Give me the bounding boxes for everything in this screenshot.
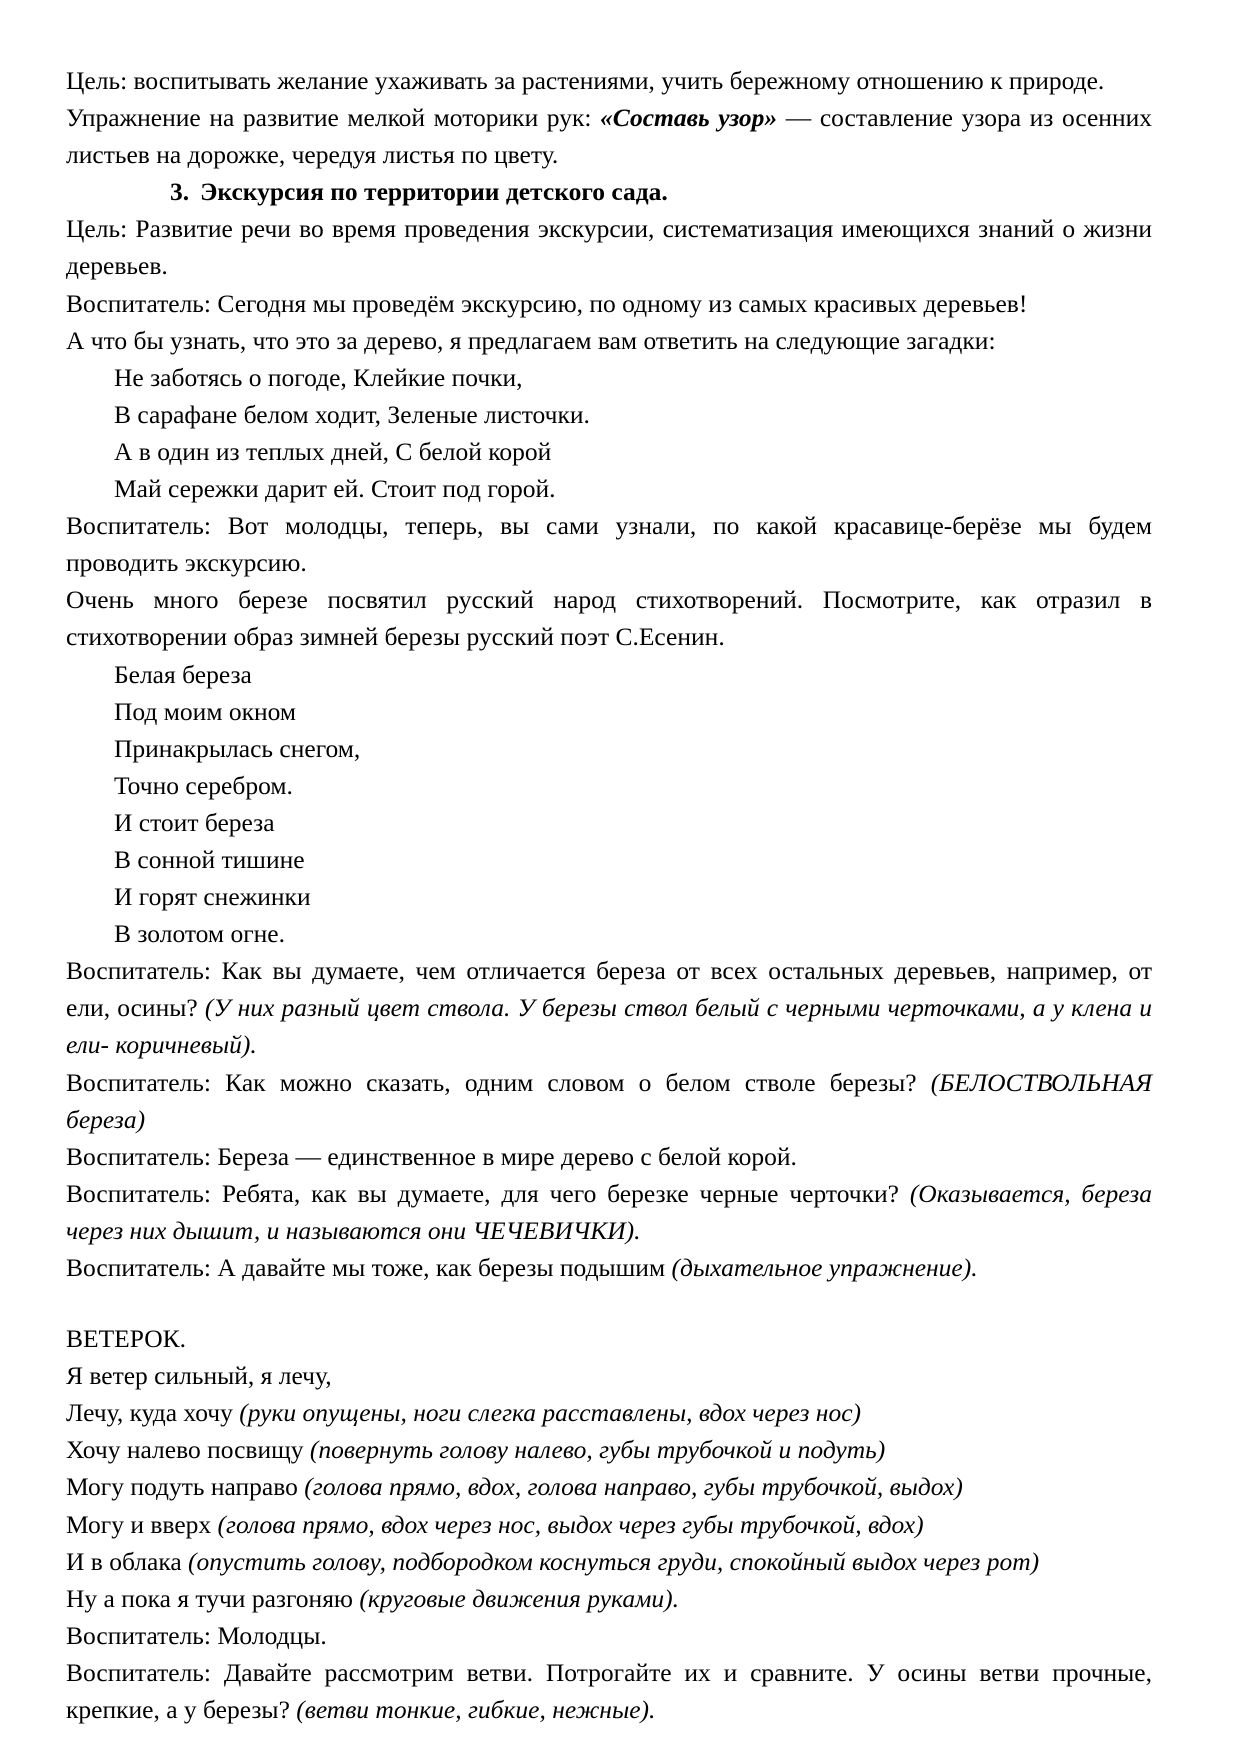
- wind-line-text: Ну а пока я тучи разгоняю: [66, 1583, 360, 1613]
- wind-line: [66, 1394, 1152, 1431]
- paragraph-fine-motor: [66, 99, 1152, 173]
- teacher-breathe-note: (дыхательное упражнение).: [671, 1253, 978, 1282]
- wind-line-text: Лечу, куда хочу: [66, 1398, 240, 1428]
- paragraph-goal-speech: Цель: Развитие речи во время проведения экскурсии, систематизация имеющихся знаний о жизни деревьев.: [66, 214, 1152, 281]
- wind-line: [66, 1543, 1152, 1580]
- fine-motor-lead: Упражнение на развитие мелкой моторики рук:: [66, 103, 601, 133]
- paragraph-goal-plants: [66, 62, 1152, 99]
- teacher-oneword-answer: (БЕЛОСТВОЛЬНАЯ береза): [66, 1067, 1152, 1134]
- paragraph-teacher-oneword: [66, 1064, 1152, 1138]
- paragraph-teacher-wellfone-2: Воспитатель: Молодцы.: [66, 1620, 327, 1650]
- paragraph-riddle-intro: А что бы узнать, что это за дерево, я предлагаем вам ответить на следующие загадки:: [66, 325, 996, 355]
- section-title: Экскурсия по территории детского сада.: [200, 177, 668, 207]
- goal-plants-text-cont: природе.: [1008, 66, 1105, 95]
- paragraph-teacher-difference: [66, 952, 1152, 1063]
- esenin-line: В сонной тишине: [114, 844, 305, 874]
- wind-line-text: Могу подуть направо: [66, 1472, 305, 1502]
- wind-line-text: Я ветер сильный, я лечу,: [66, 1361, 332, 1391]
- paragraph-poems-intro: Очень много березе посвятил русский народ стихотворений. Посмотрите, как отразил в стихотворении образ зимней березы русский поэт С.Есенин.: [66, 585, 1152, 652]
- paragraph-teacher-breathe: [66, 1249, 1152, 1286]
- section-heading-excursion: [66, 173, 1152, 210]
- teacher-oneword-lead: Воспитатель: Как можно сказать, одним словом о белом стволе березы?: [66, 1067, 931, 1097]
- document-body: [66, 62, 1152, 1728]
- wind-line-text: Могу и вверх: [66, 1509, 218, 1539]
- wind-line: [66, 1468, 1152, 1505]
- teacher-breathe-lead: Воспитатель: А давайте мы тоже, как березы подышим: [66, 1253, 672, 1282]
- wind-line-note: (повернуть голову налево, губы трубочкой и подуть): [309, 1435, 886, 1465]
- wind-line-text: Хочу налево посвищу: [66, 1435, 310, 1465]
- wind-line-text: И в облака: [66, 1546, 189, 1576]
- section-number: 3.: [170, 177, 190, 207]
- fine-motor-tail: — составление узора из осенних листьев на дорожке, чередуя листья по цвету.: [66, 103, 1152, 170]
- goal-plants-text: Цель: воспитывать желание ухаживать за растениями, учить бережному отношению к: [66, 66, 1003, 95]
- wind-line-note: (опустить голову, подбородком коснуться груди, спокойный выдох через рот): [188, 1546, 1040, 1576]
- wind-line-note: (голова прямо, вдох, голова направо, губы трубочкой, выдох): [304, 1472, 963, 1502]
- esenin-line: Под моим окном: [114, 696, 297, 726]
- wind-line: [66, 1506, 1152, 1543]
- riddle-line: В сарафане белом ходит, Зеленые листочки.: [114, 399, 590, 429]
- riddle-line: Не заботясь о погоде, Клейкие почки,: [114, 362, 523, 392]
- esenin-line: Белая береза: [114, 659, 252, 689]
- wind-line-note: (голова прямо, вдох через нос, выдох через губы трубочкой, вдох): [217, 1509, 924, 1539]
- fine-motor-exercise-title: «Составь узор»: [600, 103, 778, 133]
- paragraph-teacher-excursion: Воспитатель: Сегодня мы проведём экскурсию, по одному из самых красивых деревьев!: [66, 288, 1028, 318]
- wind-line: [66, 1357, 1152, 1394]
- wind-line: [66, 1431, 1152, 1468]
- teacher-lenticels-note: (Оказывается, береза через них дышит, и называются они ЧЕЧЕВИЧКИ).: [66, 1178, 1152, 1245]
- paragraph-spacer: [66, 1286, 1152, 1320]
- wind-line-note: (руки опущены, ноги слегка расставлены, вдох через нос): [239, 1398, 862, 1428]
- riddle-line: А в один из теплых дней, С белой корой: [114, 436, 552, 466]
- paragraph-teacher-unique: Воспитатель: Береза — единственное в мире дерево с белой корой.: [66, 1141, 797, 1171]
- teacher-lenticels-lead: Воспитатель: Ребята, как вы думаете, для чего березке черные черточки?: [66, 1178, 910, 1208]
- paragraph-teacher-branches: [66, 1654, 1152, 1728]
- esenin-line: И горят снежинки: [114, 882, 311, 912]
- paragraph-teacher-wellfone: Воспитатель: Вот молодцы, теперь, вы сами узнали, по какой красавице-берёзе мы будем проводить экскурсию.: [66, 511, 1152, 578]
- riddle-line: Май сережки дарит ей. Стоит под горой.: [114, 474, 556, 504]
- teacher-difference-note: (У них разный цвет ствола. У березы ствол белый с черными черточками, а у клена и ели- коричневый).: [66, 993, 1152, 1060]
- wind-exercise-title: ВЕТЕРОК.: [66, 1324, 187, 1354]
- esenin-line: Точно серебром.: [114, 770, 293, 800]
- esenin-line: И стоит береза: [114, 807, 275, 837]
- esenin-line: Принакрылась снегом,: [114, 733, 361, 763]
- esenin-line: В золотом огне.: [114, 919, 285, 949]
- wind-line: [66, 1580, 1152, 1617]
- teacher-difference-lead: Воспитатель: Как вы думаете, чем отличается береза от всех остальных деревьев, например, от ели, осины?: [66, 956, 1152, 1023]
- teacher-branches-lead: Воспитатель: Давайте рассмотрим ветви. Потрогайте их и сравните. У осины ветви прочные, крепкие, а у березы?: [66, 1657, 1152, 1725]
- teacher-branches-note: (ветви тонкие, гибкие, нежные).: [296, 1695, 656, 1725]
- wind-line-note: (круговые движения руками).: [359, 1583, 679, 1613]
- paragraph-teacher-lenticels: [66, 1175, 1152, 1249]
